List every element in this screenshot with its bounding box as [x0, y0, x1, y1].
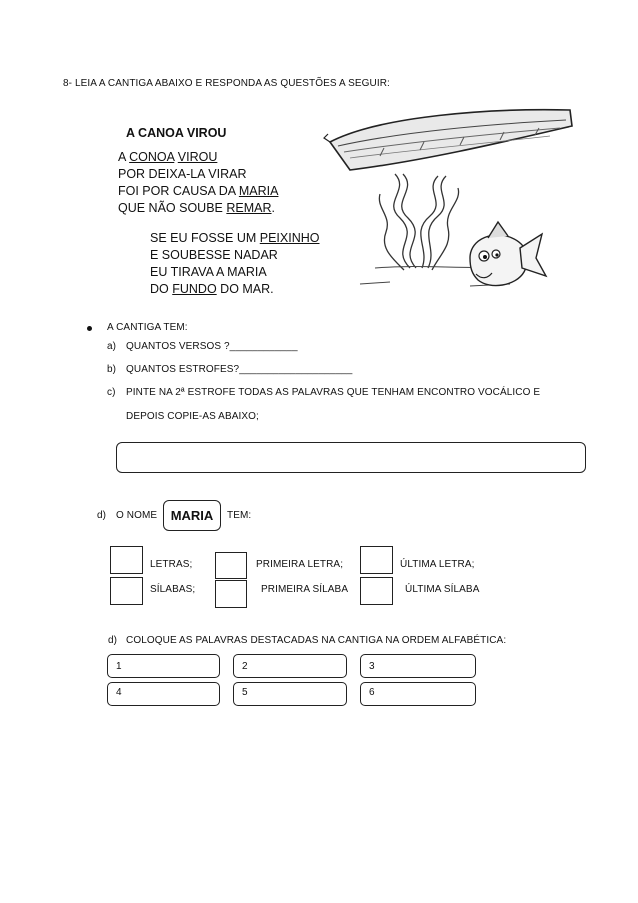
primeira-silaba-label: PRIMEIRA SÍLABA	[261, 584, 349, 595]
item-d2-label: d)	[108, 635, 118, 646]
silabas-label: SÍLABAS;	[150, 584, 196, 595]
canoe-fish-illustration	[320, 98, 580, 308]
order-slot-4[interactable]	[107, 682, 220, 706]
highlighted-word-virou: VIROU	[177, 150, 218, 164]
item-a-label: a)	[107, 341, 117, 352]
text: DO MAR.	[216, 282, 274, 296]
highlighted-word-remar: REMAR	[226, 201, 272, 215]
text: QUE NÃO SOUBE	[118, 201, 227, 215]
answer-box-c[interactable]	[116, 442, 586, 473]
stanza-2-line-1	[150, 230, 320, 247]
text: FOI POR CAUSA DA	[118, 184, 239, 198]
stanza-1-line-2: POR DEIXA-LA VIRAR	[118, 167, 247, 181]
order-slot-number: 4	[116, 687, 122, 698]
item-d1-label: d)	[97, 510, 107, 521]
primeira-letra-label: PRIMEIRA LETRA;	[256, 559, 344, 570]
ultima-letra-label: ÚLTIMA LETRA;	[400, 559, 475, 570]
highlighted-word-conoa: CONOA	[129, 150, 175, 164]
answer-ultima-silaba-box[interactable]	[360, 577, 393, 605]
answer-primeira-silaba-box[interactable]	[215, 580, 247, 608]
item-c-line-1: PINTE NA 2ª ESTROFE TODAS AS PALAVRAS QUE TENHAM ENCONTRO VOCÁLICO E	[126, 387, 541, 398]
text: .	[271, 201, 275, 215]
order-slot-number: 1	[116, 661, 122, 672]
stanza-2-line-4	[150, 281, 320, 298]
highlighted-word-peixinho: PEIXINHO	[259, 231, 320, 245]
stanza-1-line-1	[118, 149, 278, 166]
answer-primeira-letra-box[interactable]	[215, 552, 247, 579]
letras-label: LETRAS;	[150, 559, 193, 570]
order-slot-number: 3	[369, 661, 375, 672]
order-slot-3[interactable]	[360, 654, 476, 678]
item-c-label: c)	[107, 387, 116, 398]
stanza-1-line-4	[118, 200, 278, 217]
answer-silabas-box[interactable]	[110, 577, 143, 605]
name-maria: MARIA	[170, 508, 214, 523]
poem-stanza-1	[118, 149, 278, 217]
item-c-line-2: DEPOIS COPIE-AS ABAIXO;	[126, 411, 259, 422]
order-slot-number: 5	[242, 687, 248, 698]
item-d1-suffix: TEM:	[227, 510, 252, 521]
order-slot-6[interactable]	[360, 682, 476, 706]
question-header: 8- LEIA A CANTIGA ABAIXO E RESPONDA AS QUESTÕES A SEGUIR:	[63, 78, 390, 89]
ultima-silaba-label: ÚLTIMA SÍLABA	[405, 584, 480, 595]
order-slot-5[interactable]	[233, 682, 347, 706]
stanza-2-line-3: EU TIRAVA A MARIA	[150, 265, 267, 279]
answer-letras-box[interactable]	[110, 546, 143, 574]
item-a-text: QUANTOS VERSOS ?____________	[126, 341, 298, 352]
item-d1-prefix: O NOME	[116, 510, 158, 521]
poem-stanza-2	[150, 230, 320, 298]
name-box	[163, 500, 221, 531]
stanza-2-line-2: E SOUBESSE NADAR	[150, 248, 278, 262]
order-slot-number: 6	[369, 687, 375, 698]
section-intro: A CANTIGA TEM:	[107, 322, 188, 333]
text: SE EU FOSSE UM	[150, 231, 260, 245]
item-d2-text: COLOQUE AS PALAVRAS DESTACADAS NA CANTIGA NA ORDEM ALFABÉTICA:	[126, 635, 507, 646]
item-b-text: QUANTOS ESTROFES?____________________	[126, 364, 353, 375]
order-slot-2[interactable]	[233, 654, 347, 678]
poem-title: A CANOA VIROU	[126, 126, 227, 140]
text: DO	[150, 282, 173, 296]
highlighted-word-fundo: FUNDO	[172, 282, 217, 296]
stanza-1-line-3	[118, 183, 278, 200]
order-slot-1[interactable]	[107, 654, 220, 678]
bullet-dot	[87, 326, 92, 331]
highlighted-word-maria: MARIA	[238, 184, 279, 198]
text: A	[118, 150, 130, 164]
answer-ultima-letra-box[interactable]	[360, 546, 393, 574]
item-b-label: b)	[107, 364, 117, 375]
order-slot-number: 2	[242, 661, 248, 672]
